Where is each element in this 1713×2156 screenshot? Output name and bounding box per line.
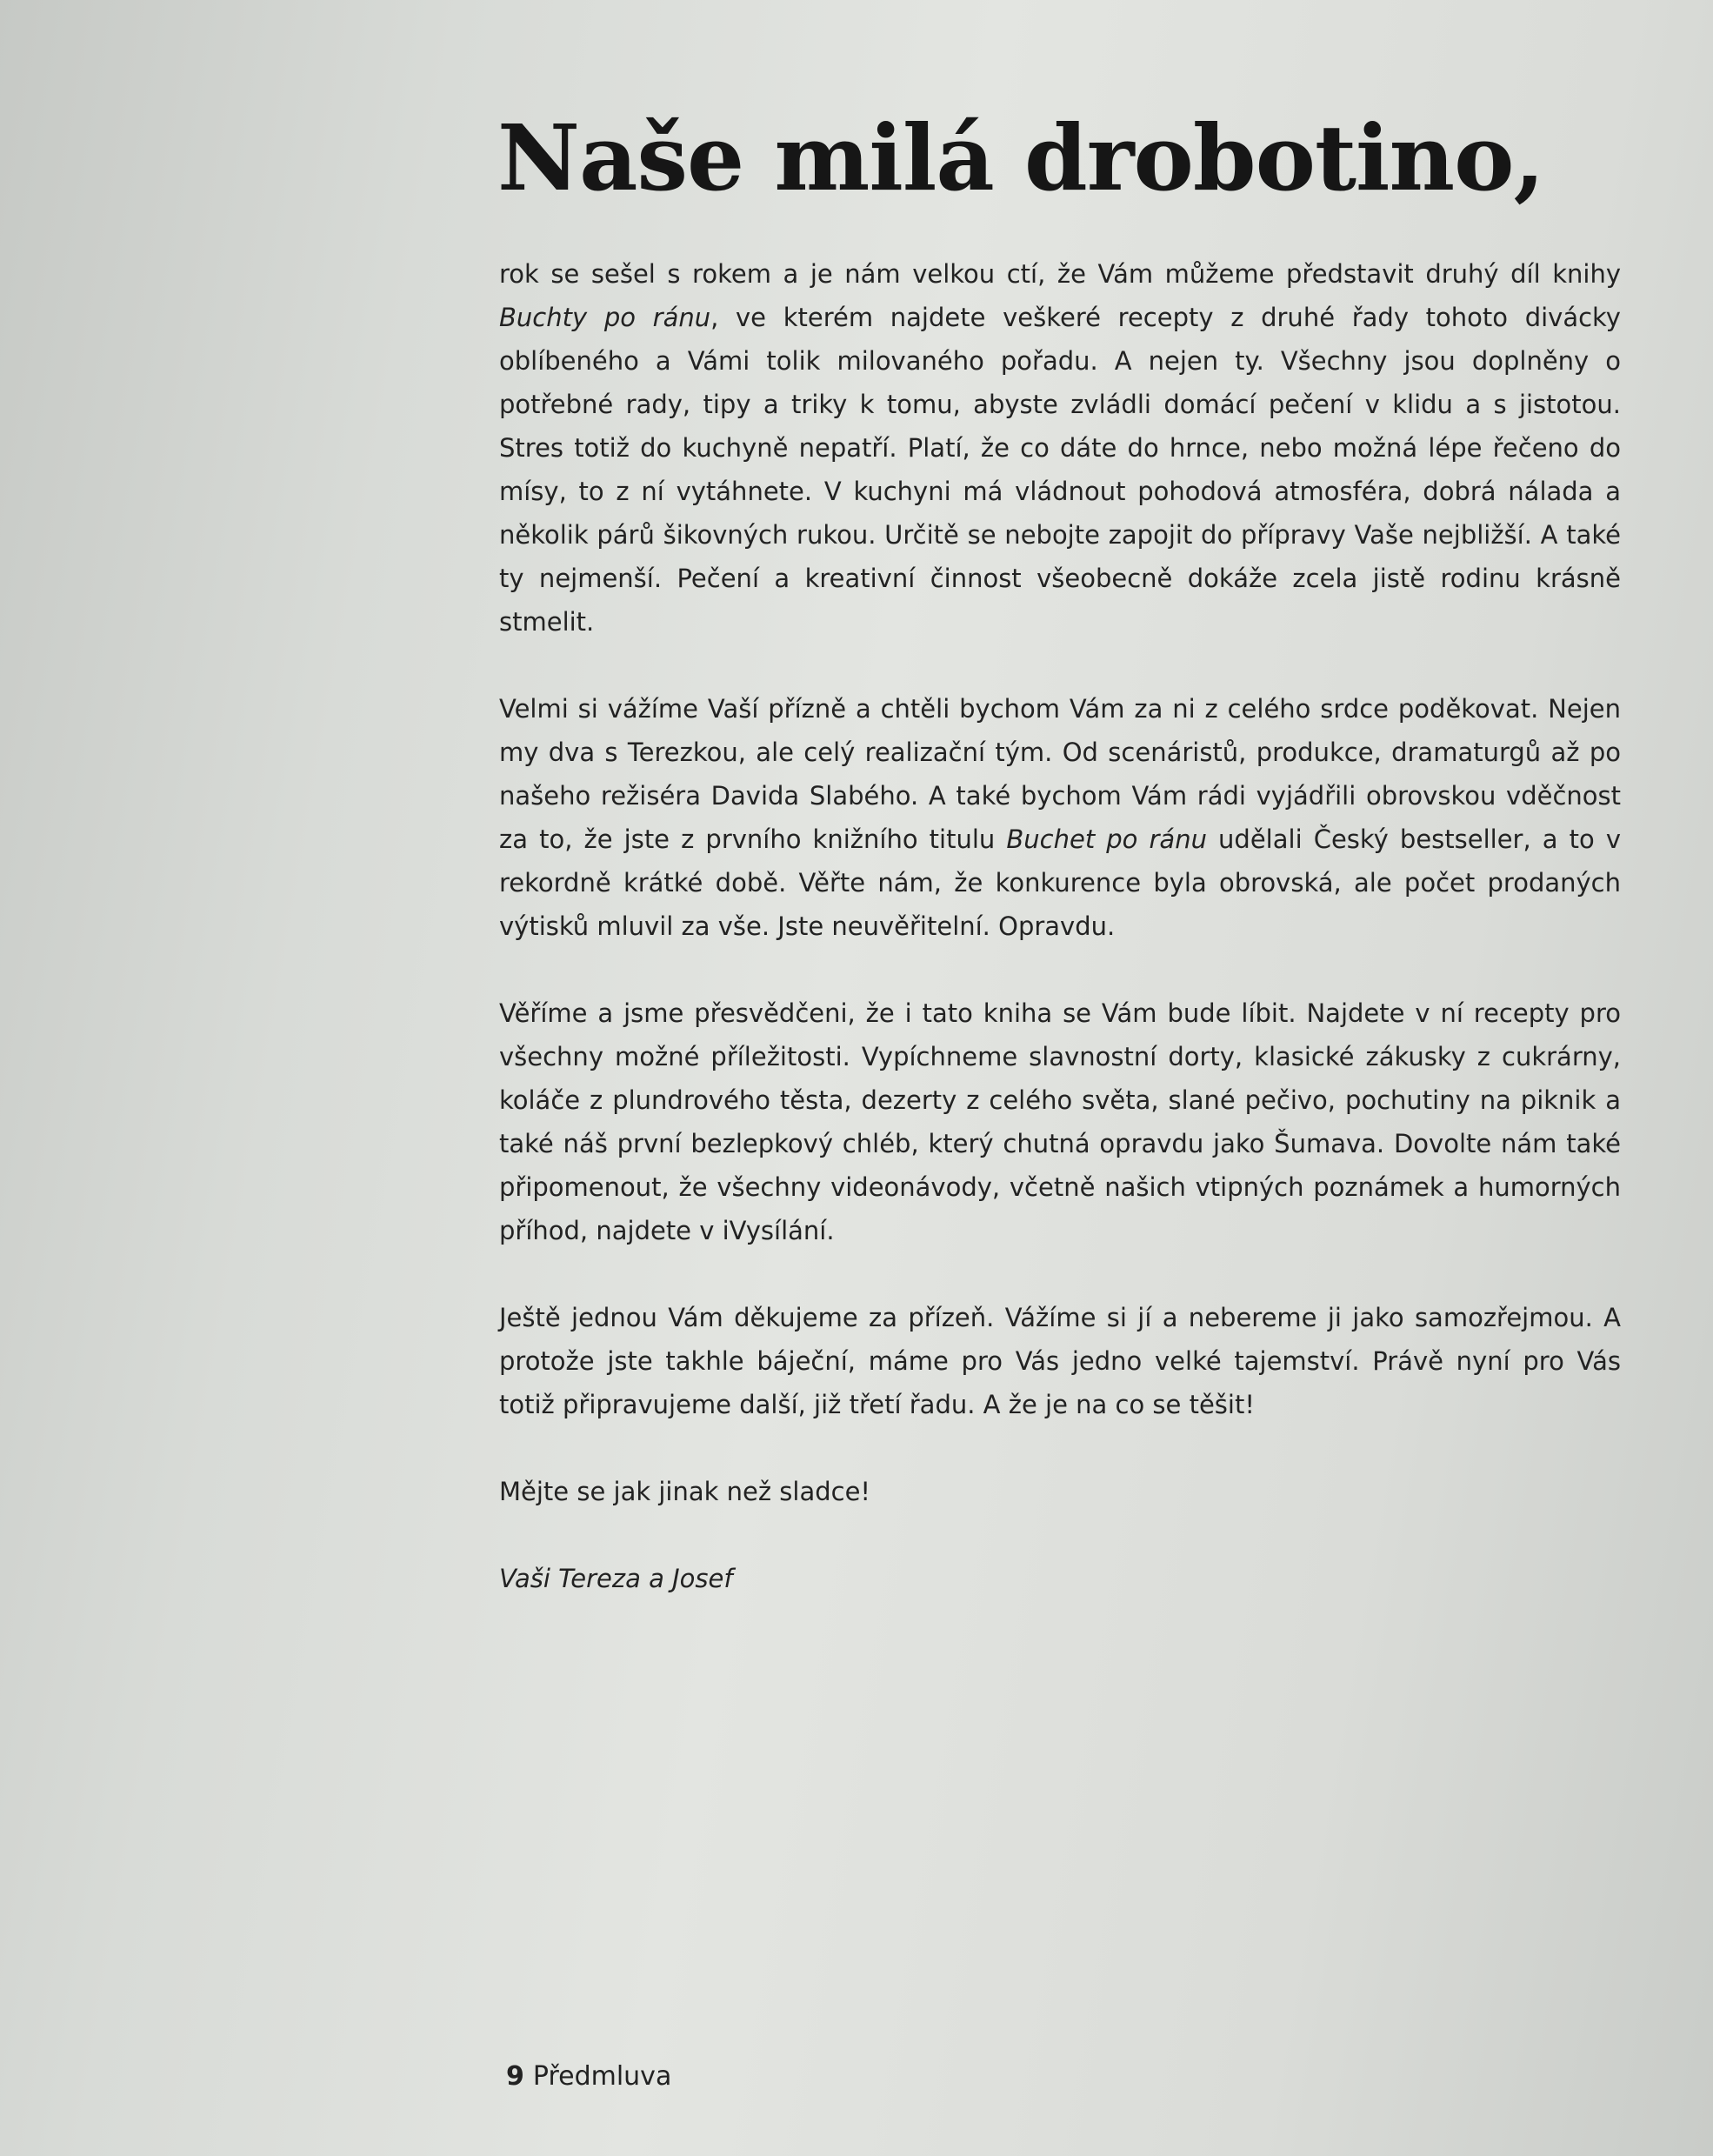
paragraph-2 (499, 687, 1621, 948)
paragraph-4-text: Ještě jednou Vám děkujeme za přízeň. Vážíme si jí a nebereme ji jako samozřejmou. A protože jste takhle báječní, máme pro Vás jedno velké tajemství. Právě nyní pro Vás totiž připravujeme další, již třetí řadu. A že je na co se těšit! (499, 1303, 1621, 1419)
page-footer (506, 2061, 671, 2092)
paragraph-4 (499, 1296, 1621, 1426)
paragraph-3 (499, 991, 1621, 1252)
section-name: Předmluva (532, 2061, 672, 2092)
paragraph-1-text-c: , ve kterém najdete veškeré recepty z druhé řady tohoto divácky oblíbeného a Vámi tolik milovaného pořadu. A nejen ty. Všechny jsou doplněny o potřebné rady, tipy a triky k tomu, abyste zvládli domácí pečení v klidu a s jistotou. Stres totiž do kuchyně nepatří. Platí, že co dáte do hrnce, nebo možná lépe řečeno do mísy, to z ní vytáhnete. V kuchyni má vládnout pohodová atmosféra, dobrá nálada a několik párů šikovných rukou. Určitě se nebojte zapojit do přípravy Vaše nejbližší. A také ty nejmenší. Pečení a kreativní činnost všeobecně dokáže zcela jistě rodinu krásně stmelit. (499, 303, 1621, 637)
paragraph-1-text-a: rok se sešel s rokem a je nám velkou ctí, že Vám můžeme představit druhý díl knihy (499, 259, 1621, 289)
paragraph-2-book-title: Buchet po ránu (1006, 824, 1207, 854)
paragraph-5-text: Mějte se jak jinak než sladce! (499, 1477, 871, 1506)
paragraph-1 (499, 252, 1621, 644)
paragraph-3-text: Věříme a jsme přesvědčeni, že i tato kniha se Vám bude líbit. Najdete v ní recepty pro všechny možné příležitosti. Vypíchneme slavnostní dorty, klasické zákusky z cukrárny, koláče z plundrového těsta, dezerty z celého světa, slané pečivo, pochutiny na piknik a také náš první bezlepkový chléb, který chutná opravdu jako Šumava. Dovolte nám také připomenout, že všechny videonávody, včetně našich vtipných poznámek a humorných příhod, najdete v iVysílání. (499, 998, 1621, 1245)
paragraph-2-text-a: Velmi si vážíme Vaší přízně a chtěli bychom Vám za ni z celého srdce poděkovat. Nejen my dva s Terezkou, ale celý realizační tým. Od scenáristů, produkce, dramaturgů až po našeho režiséra Davida Slabého. A také bychom Vám rádi vyjádřili obrovskou vděčnost za to, že jste z prvního knižního titulu (499, 694, 1621, 854)
paragraph-2-text-c: udělali Český bestseller, a to v rekordně krátké době. Věřte nám, že konkurence byla obrovská, ale počet prodaných výtisků mluvil za vše. Jste neuvěřitelní. Opravdu. (499, 824, 1622, 941)
page-heading: Naše milá drobotino, (497, 104, 1544, 211)
paragraph-5 (499, 1470, 1621, 1513)
page-number: 9 (506, 2061, 524, 2092)
letter-body (499, 252, 1621, 1600)
paragraph-1-book-title: Buchty po ránu (499, 303, 711, 332)
signature: Vaši Tereza a Josef (499, 1564, 733, 1593)
